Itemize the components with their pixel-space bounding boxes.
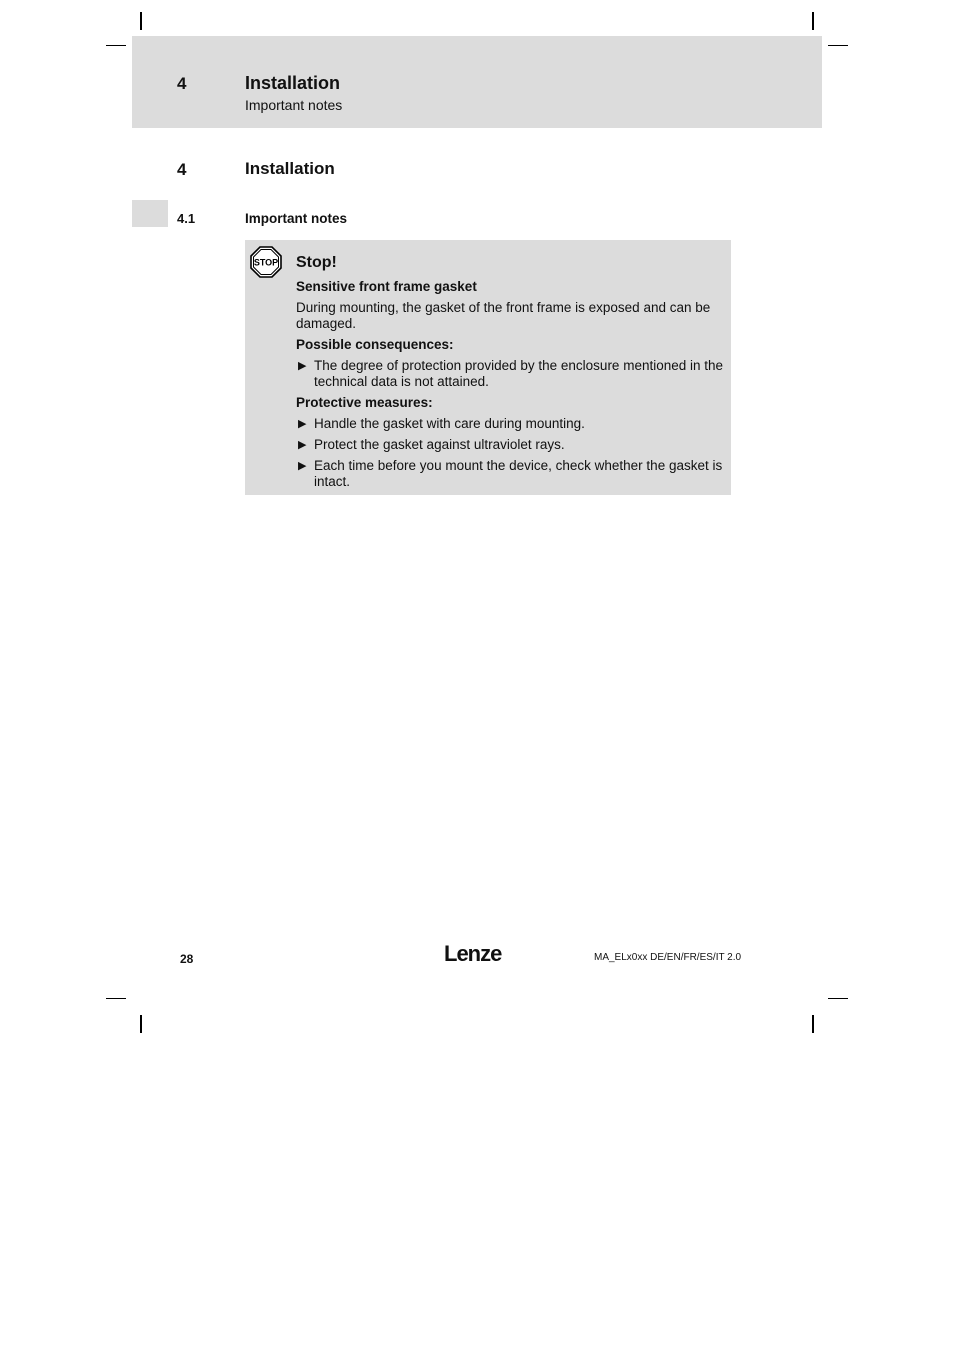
crop-mark (828, 998, 848, 999)
list-item-text: Protect the gasket against ultraviolet rays. (314, 437, 565, 452)
bullet-arrow-icon: ▶ (298, 360, 307, 372)
stop-notice-description: During mounting, the gasket of the front frame is exposed and can be damaged. (296, 300, 711, 331)
list-item (296, 458, 724, 490)
stop-notice-title: Stop! (296, 254, 337, 271)
bullet-arrow-icon: ▶ (298, 439, 307, 451)
heading1-number: 4 (177, 160, 187, 179)
bullet-arrow-icon: ▶ (298, 418, 307, 430)
consequences-label: Possible consequences: (296, 337, 454, 352)
list-item-text: Handle the gasket with care during mounting. (314, 416, 585, 431)
list-item (296, 437, 724, 453)
crop-mark (106, 45, 126, 46)
header-section-subtitle: Important notes (245, 97, 343, 113)
list-item-text: The degree of protection provided by the enclosure mentioned in the technical data is not attained. (314, 358, 724, 389)
crop-mark (140, 12, 142, 30)
stop-sign-text: STOP (253, 257, 279, 268)
side-tab-marker (132, 200, 168, 227)
crop-mark (828, 45, 848, 46)
stop-notice-body (296, 279, 724, 495)
measures-list (296, 416, 724, 490)
lenze-logo: Lenze (444, 941, 502, 966)
stop-sign-icon (250, 246, 282, 278)
crop-mark (106, 998, 126, 999)
heading2-title: Important notes (245, 211, 348, 226)
crop-mark (812, 1015, 814, 1033)
consequences-list (296, 358, 724, 390)
measures-label: Protective measures: (296, 395, 433, 410)
list-item-text: Each time before you mount the device, check whether the gasket is intact. (314, 458, 723, 489)
list-item (296, 358, 724, 390)
crop-mark (812, 12, 814, 30)
stop-notice-subject: Sensitive front frame gasket (296, 279, 477, 294)
list-item (296, 416, 724, 432)
header-chapter-title: Installation (245, 73, 341, 93)
crop-mark (140, 1015, 142, 1033)
heading2-number: 4.1 (177, 211, 196, 226)
heading1-title: Installation (245, 159, 335, 178)
header-chapter-number: 4 (177, 74, 187, 93)
page-header-band (132, 36, 822, 128)
document-id: MA_ELx0xx DE/EN/FR/ES/IT 2.0 (594, 952, 742, 963)
page-number: 28 (180, 952, 194, 966)
bullet-arrow-icon: ▶ (298, 460, 307, 472)
